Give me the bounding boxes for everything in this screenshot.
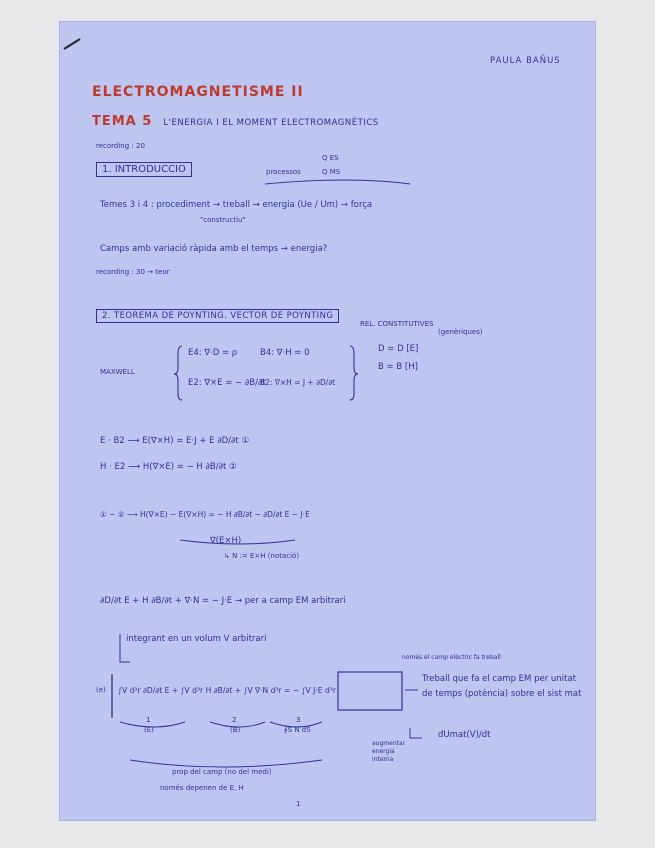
poynting-step-1: E · B2 ⟶ E(∇×H) = E·J + E ∂D/∂t ① xyxy=(100,436,250,446)
poynting-step-4: ∂D/∂t E + H ∂B/∂t + ∇·N = − J·E → per a camp EM arbitrari xyxy=(100,596,346,606)
integral-tag: (e) xyxy=(96,686,106,694)
poynting-step-2: H · E2 ⟶ H(∇×E) = − H ∂B/∂t ② xyxy=(100,462,237,472)
pen-mark xyxy=(64,39,80,49)
poynting-step-3-sub-2: ↳ N := E×H (notació) xyxy=(224,552,300,560)
note-augment-energy: augmentar energia interna xyxy=(372,740,406,763)
maxwell-b2: B2: ∇×H = J + ∂D/∂t xyxy=(260,378,336,387)
maxwell-brace-left xyxy=(174,346,182,400)
note-only-electric-field: només el camp elèctric fa treball xyxy=(402,654,501,661)
term-under-1: (E) xyxy=(144,726,154,734)
process-label: processos xyxy=(266,168,301,176)
note-field-property: prop del camp (no del medi) xyxy=(172,768,272,776)
section-2-heading: 2. TEOREMA DE POYNTING. VECTOR DE POYNTING xyxy=(96,309,339,323)
section-1-heading: 1. INTRODUCCIO xyxy=(96,162,192,177)
tema-heading xyxy=(92,110,379,129)
term-under-3: ∮S N dS xyxy=(284,726,311,734)
tema-name: L'ENERGIA I EL MOMENT ELECTROMAGNÈTICS xyxy=(163,118,379,128)
term-label-2: 2 xyxy=(232,716,237,724)
term-under-2: (B) xyxy=(230,726,241,734)
recording-note-2: recording : 30 → teor xyxy=(96,268,170,276)
term-label-3: 3 xyxy=(296,716,301,724)
poynting-step-3-sub-1: ∇(E×H) xyxy=(210,536,242,546)
term-label-1: 1 xyxy=(146,716,151,724)
process-item-1: Q ES xyxy=(322,154,339,162)
page-number: 1 xyxy=(296,800,301,808)
poynting-step-5: integrant en un volum V arbitrari xyxy=(126,634,267,644)
notebook-page xyxy=(60,22,595,820)
underbrace-prop xyxy=(130,760,322,767)
rel-eq-1: D = D [E] xyxy=(378,344,419,354)
dumat-dt: dUmat(V)/dt xyxy=(438,730,491,740)
author-name: PAULA BAÑUS xyxy=(490,56,561,66)
note-work-power: Treball que fa el camp EM per unitat de temps (potència) sobre el sist mat xyxy=(422,674,582,699)
process-item-2: Q MS xyxy=(322,168,341,176)
tema-number: TEMA 5 xyxy=(92,114,153,129)
intro-line-1: Temes 3 i 4 : procediment → treball → energia (Ue / Um) → força xyxy=(100,200,373,210)
rel-constitutives-label: REL. CONSTITUTIVES xyxy=(360,320,434,328)
maxwell-brace-right xyxy=(350,346,358,400)
maxwell-b4: B4: ∇·H = 0 xyxy=(260,348,310,358)
maxwell-e2: E2: ∇×E = − ∂B/∂t xyxy=(188,378,266,388)
recording-note-1: recording : 20 xyxy=(96,142,145,150)
overline-processos xyxy=(265,180,410,184)
intro-line-2: Camps amb variació ràpida amb el temps → energia? xyxy=(100,244,328,254)
rel-eq-2: B = B [H] xyxy=(378,362,418,372)
integral-equation: ∫V d³r ∂D/∂t E + ∫V d³r H ∂B/∂t + ∫V ∇·N d³r = − ∫V J·E d³r xyxy=(118,686,337,695)
maxwell-e4: E4: ∇·D = ρ xyxy=(188,348,238,358)
maxwell-label: MAXWELL xyxy=(100,368,135,376)
rel-constitutives-sub: (genèriques) xyxy=(438,328,483,336)
note-depends: només depenen de E, H xyxy=(160,784,244,792)
work-box xyxy=(338,672,402,710)
arrow-dumat xyxy=(410,728,422,738)
page-title: ELECTROMAGNETISME II xyxy=(92,84,304,100)
intro-line-1-sub: "constructiu" xyxy=(200,216,246,224)
poynting-step-3: ① − ② ⟶ H(∇×E) − E(∇×H) = − H ∂B/∂t − ∂D/∂t E − J·E xyxy=(100,510,310,519)
